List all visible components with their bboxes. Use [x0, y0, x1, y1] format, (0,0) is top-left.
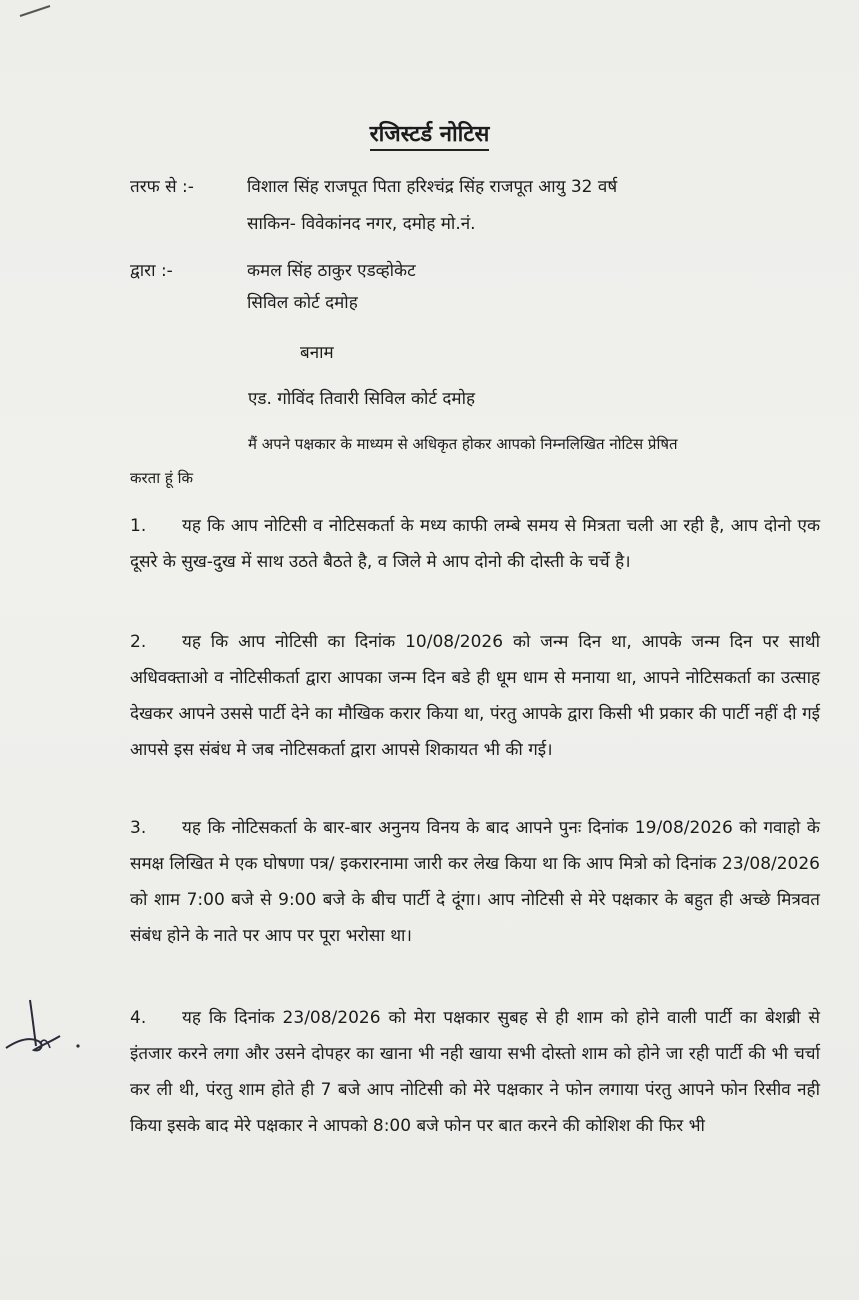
sender-details-line2: साकिन- विवेकांनद नगर, दमोह मो.नं.	[247, 214, 476, 234]
paragraph-2	[130, 624, 820, 768]
versus-text: बनाम	[300, 343, 334, 363]
advocate-court: सिविल कोर्ट दमोह	[247, 293, 358, 313]
through-label: द्वारा :-	[130, 261, 173, 281]
paragraph-4	[130, 1000, 820, 1144]
pen-stroke-mark	[18, 4, 52, 18]
paragraph-1	[130, 508, 820, 580]
from-label: तरफ से :-	[130, 177, 194, 197]
paragraph-number: 4.	[130, 1008, 147, 1028]
sender-details-line1: विशाल सिंह राजपूत पिता हरिश्चंद्र सिंह राजपूत आयु 32 वर्ष	[247, 177, 618, 197]
paragraph-text: यह कि आप नोटिसी का दिनांक 10/08/2026 को जन्म दिन था, आपके जन्म दिन पर साथी अधिवक्ताओ व नोटिसीकर्ता द्वारा आपका जन्म दिन बडे ही धूम धाम से मनाया था, आपने नोटिसकर्ता का उत्साह देखकर आपने उससे पार्टी देने का मौखिक करार किया था, पंरतु आपके द्वारा किसी भी प्रकार की पार्टी नहीं दी गई आपसे इस संबंध मे जब नोटिसकर्ता द्वारा आपसे शिकायत भी की गई।	[130, 632, 820, 760]
notice-title: रजिस्टर्ड नोटिस	[0, 118, 859, 148]
intro-line-2: करता हूं कि	[130, 469, 193, 487]
advocate-name: कमल सिंह ठाकुर एडव्होकेट	[247, 261, 416, 281]
paragraph-number: 3.	[130, 818, 147, 838]
paragraph-text: यह कि आप नोटिसी व नोटिसकर्ता के मध्य काफी लम्बे समय से मित्रता चली आ रही है, आप दोनो एक दूसरे के सुख-दुख में साथ उठते बैठते है, व जिले मे आप दोनो की दोस्ती के चर्चे है।	[130, 516, 820, 572]
paragraph-text: यह कि दिनांक 23/08/2026 को मेरा पक्षकार सुबह से ही शाम को होने वाली पार्टी का बेशब्री से इंतजार करने लगा और उसने दोपहर का खाना भी नही खाया सभी दोस्तो शाम को होने जा रही पार्टी की भी चर्चा कर ली थी, पंरतु शाम होते ही 7 बजे आप नोटिसी को मेरे पक्षकार ने फोन लगाया पंरतु आपने फोन रिसीव नही किया इसके बाद मेरे पक्षकार ने आपको 8:00 बजे फोन पर बात करने की कोशिश की फिर भी	[130, 1008, 820, 1136]
intro-line-1: मैं अपने पक्षकार के माध्यम से अधिकृत होकर आपको निम्नलिखित नोटिस प्रेषित	[248, 435, 678, 453]
handwritten-signature	[0, 996, 85, 1066]
paragraph-3	[130, 810, 820, 954]
recipient-name: एड. गोविंद तिवारी सिविल कोर्ट दमोह	[248, 389, 476, 409]
paragraph-text: यह कि नोटिसकर्ता के बार-बार अनुनय विनय के बाद आपने पुनः दिनांक 19/08/2026 को गवाहो के समक्ष लिखित मे एक घोषणा पत्र/ इकरारनामा जारी कर लेख किया था कि आप मित्रो को दिनांक 23/08/2026 को शाम 7:00 बजे से 9:00 बजे के बीच पार्टी दे दूंगा। आप नोटिसी से मेरे पक्षकार के बहुत ही अच्छे मित्रवत संबंध होने के नाते पर आप पर पूरा भरोसा था।	[130, 818, 820, 946]
paragraph-number: 2.	[130, 632, 147, 652]
paragraph-number: 1.	[130, 516, 147, 536]
